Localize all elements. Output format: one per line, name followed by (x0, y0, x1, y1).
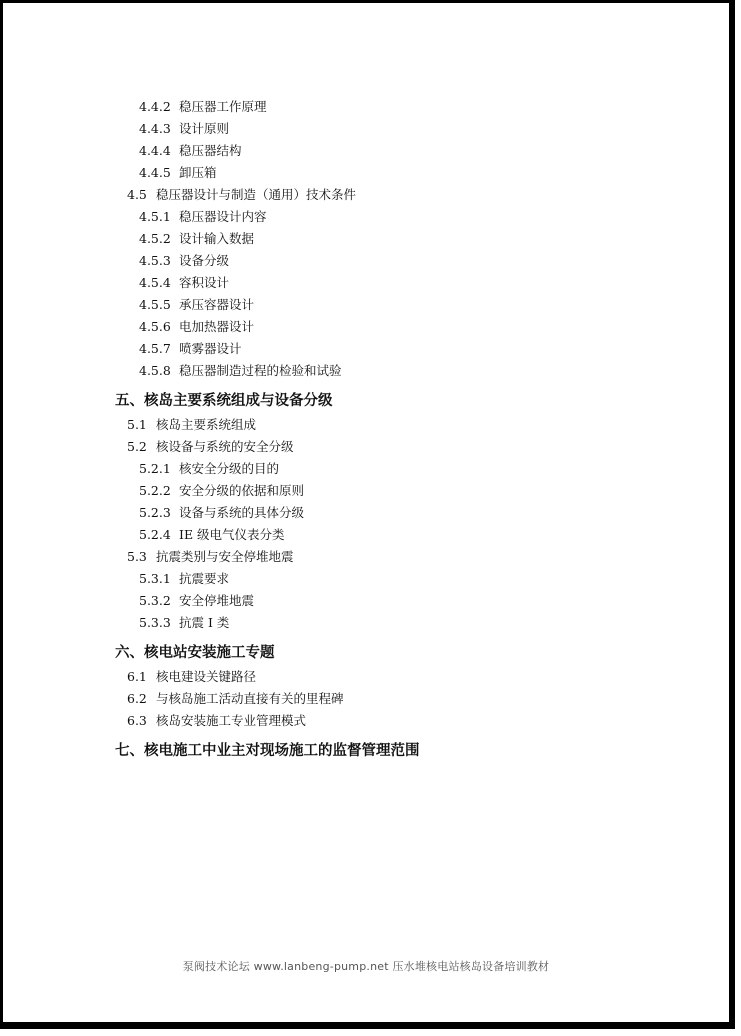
table-of-contents (3, 96, 729, 764)
toc-entry-number: 4.5.7 (139, 341, 171, 356)
toc-chapter-heading (3, 636, 729, 666)
toc-entry (3, 710, 729, 732)
toc-entry (3, 338, 729, 360)
toc-entry (3, 294, 729, 316)
toc-entry-number: 6.3 (127, 713, 147, 728)
toc-entry (3, 502, 729, 524)
toc-entry-title: 承压容器设计 (179, 297, 255, 312)
toc-entry-number: 5.2 (127, 439, 147, 454)
toc-entry (3, 546, 729, 568)
toc-entry-title: 核安全分级的目的 (179, 461, 280, 476)
toc-entry-title: 容积设计 (179, 275, 230, 290)
toc-entry-number: 5.1 (127, 417, 147, 432)
toc-entry (3, 206, 729, 228)
toc-entry-number: 5.2.3 (139, 505, 171, 520)
toc-entry (3, 688, 729, 710)
toc-entry-number: 4.5.4 (139, 275, 171, 290)
toc-entry-number: 5.3.3 (139, 615, 171, 630)
toc-entry (3, 228, 729, 250)
toc-entry-number: 4.4.3 (139, 121, 171, 136)
toc-entry-title: 核电建设关键路径 (156, 669, 257, 684)
toc-chapter-title: 六、核电站安装施工专题 (115, 644, 275, 661)
toc-entry (3, 590, 729, 612)
toc-entry (3, 436, 729, 458)
toc-entry-number: 5.3.1 (139, 571, 171, 586)
toc-entry-title: 设备与系统的具体分级 (179, 505, 305, 520)
toc-entry (3, 250, 729, 272)
toc-entry (3, 480, 729, 502)
toc-entry (3, 524, 729, 546)
toc-entry-title: 喷雾器设计 (179, 341, 242, 356)
toc-entry-title: 稳压器设计内容 (179, 209, 267, 224)
toc-entry-title: 卸压箱 (179, 165, 217, 180)
toc-entry-title: 设计原则 (179, 121, 230, 136)
toc-entry-title: 安全停堆地震 (179, 593, 255, 608)
toc-entry-number: 4.5.3 (139, 253, 171, 268)
toc-entry (3, 666, 729, 688)
toc-entry-number: 4.5.5 (139, 297, 171, 312)
toc-entry-number: 6.1 (127, 669, 147, 684)
toc-entry-title: 核设备与系统的安全分级 (156, 439, 294, 454)
toc-entry (3, 140, 729, 162)
toc-entry-number: 5.2.2 (139, 483, 171, 498)
toc-entry-number: 4.5.1 (139, 209, 171, 224)
toc-entry-number: 5.3 (127, 549, 147, 564)
toc-entry (3, 458, 729, 480)
toc-entry-number: 6.2 (127, 691, 147, 706)
toc-entry-title: 电加热器设计 (179, 319, 255, 334)
toc-entry-title: 与核岛施工活动直接有关的里程碑 (156, 691, 344, 706)
toc-entry-number: 5.2.4 (139, 527, 171, 542)
toc-chapter-title: 七、核电施工中业主对现场施工的监督管理范围 (115, 742, 420, 759)
toc-entry-title: 抗震 I 类 (179, 615, 230, 630)
toc-entry-title: 稳压器工作原理 (179, 99, 267, 114)
toc-entry-title: 安全分级的依据和原则 (179, 483, 305, 498)
toc-entry-title: 稳压器设计与制造（通用）技术条件 (156, 187, 357, 202)
toc-entry (3, 612, 729, 634)
toc-entry-title: 稳压器结构 (179, 143, 242, 158)
toc-entry (3, 184, 729, 206)
toc-entry (3, 316, 729, 338)
toc-entry-number: 5.2.1 (139, 461, 171, 476)
toc-entry-title: 核岛主要系统组成 (156, 417, 257, 432)
toc-entry (3, 360, 729, 382)
page-footer: 泵阀技术论坛 www.lanbeng-pump.net 压水堆核电站核岛设备培训教材 (182, 960, 550, 973)
toc-entry (3, 162, 729, 184)
toc-entry-title: 核岛安装施工专业管理模式 (156, 713, 307, 728)
toc-entry (3, 272, 729, 294)
toc-entry-number: 4.5.2 (139, 231, 171, 246)
toc-entry-number: 4.4.2 (139, 99, 171, 114)
toc-entry-title: 设备分级 (179, 253, 230, 268)
toc-entry (3, 414, 729, 436)
toc-entry-title: IE 级电气仪表分类 (179, 527, 285, 542)
toc-entry-number: 4.4.5 (139, 165, 171, 180)
toc-chapter-title: 五、核岛主要系统组成与设备分级 (115, 392, 333, 409)
toc-entry-number: 4.5.8 (139, 363, 171, 378)
toc-chapter-heading (3, 734, 729, 764)
toc-entry-title: 抗震要求 (179, 571, 230, 586)
toc-entry (3, 118, 729, 140)
toc-chapter-heading (3, 384, 729, 414)
toc-entry-title: 稳压器制造过程的检验和试验 (179, 363, 342, 378)
toc-entry (3, 568, 729, 590)
toc-entry (3, 96, 729, 118)
toc-entry-number: 4.4.4 (139, 143, 171, 158)
toc-entry-number: 4.5.6 (139, 319, 171, 334)
toc-entry-number: 4.5 (127, 187, 147, 202)
toc-entry-title: 抗震类别与安全停堆地震 (156, 549, 294, 564)
toc-entry-title: 设计输入数据 (179, 231, 255, 246)
toc-entry-number: 5.3.2 (139, 593, 171, 608)
